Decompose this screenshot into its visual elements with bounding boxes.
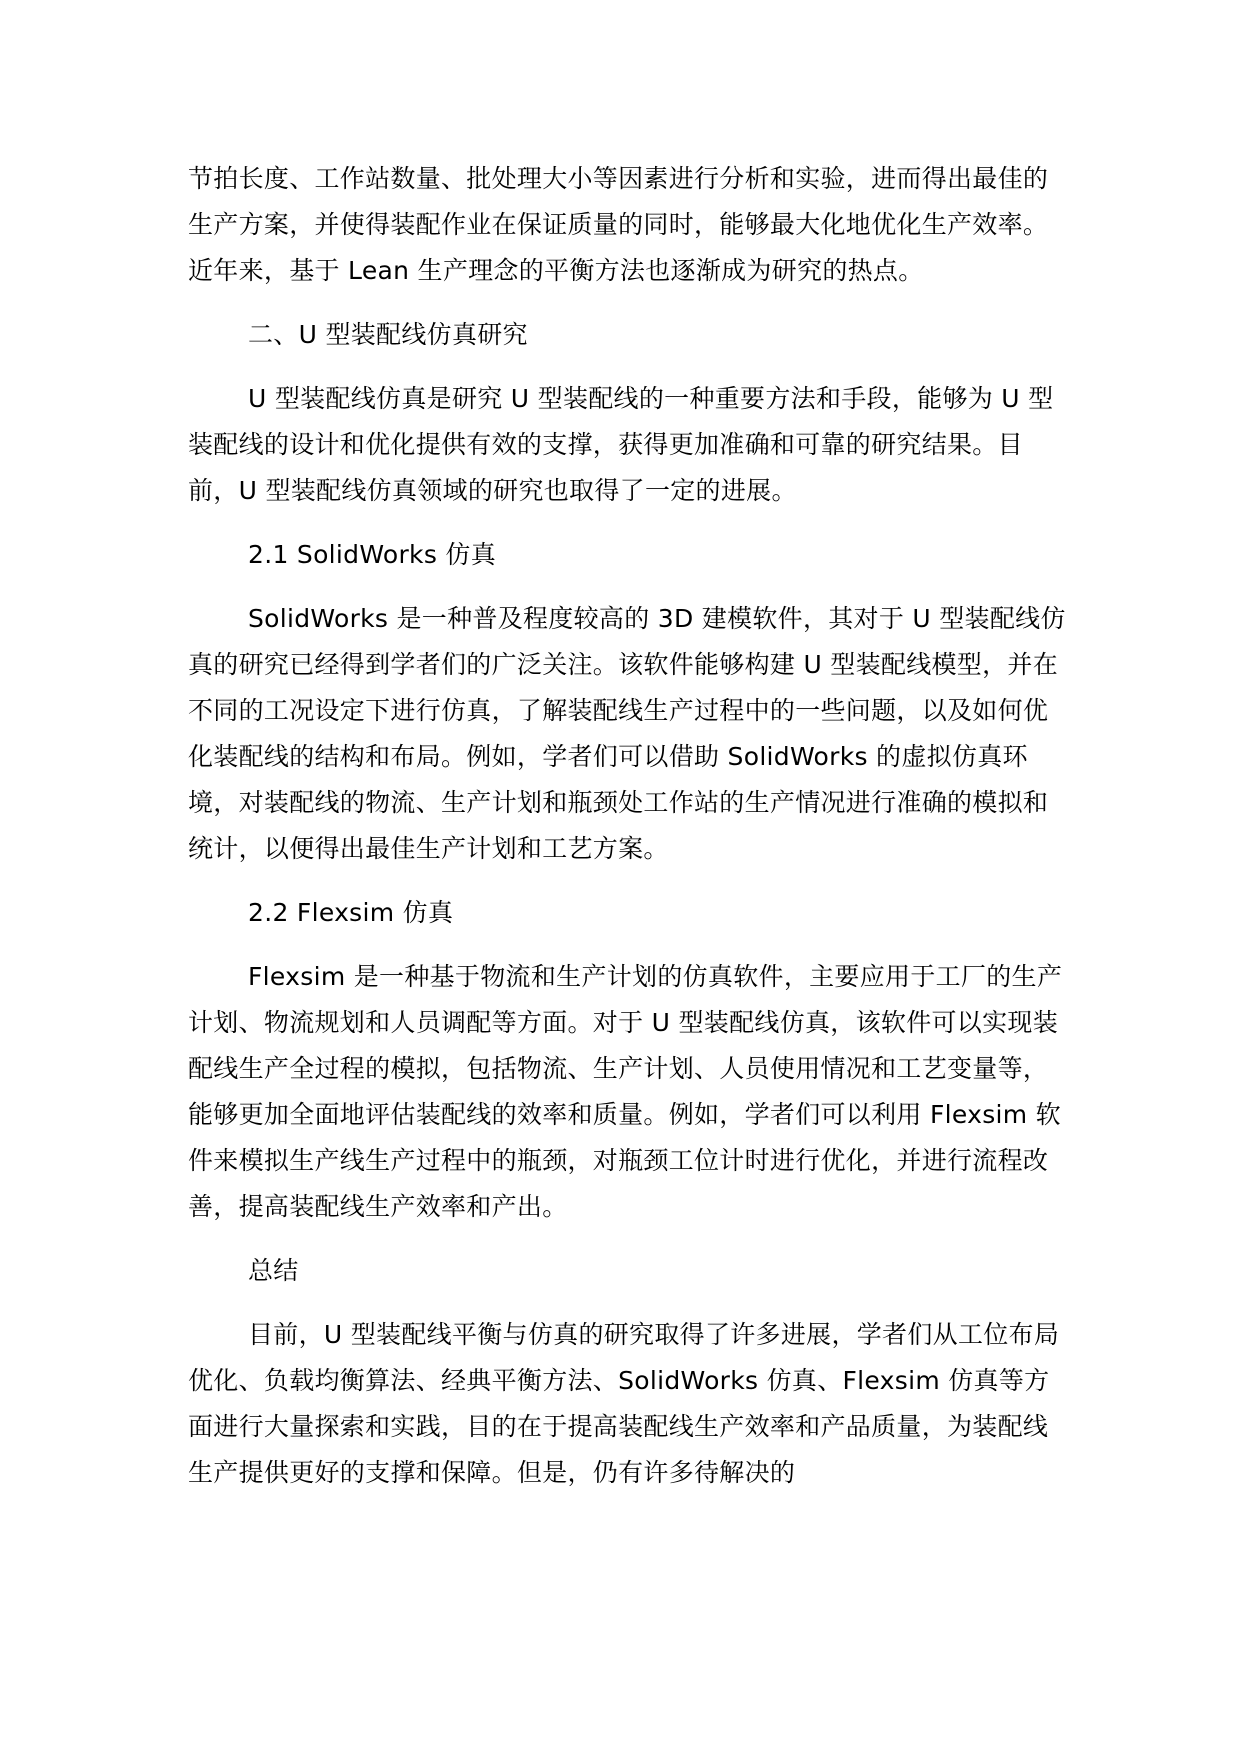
subsection-heading-solidworks: 2.1 SolidWorks 仿真 — [248, 540, 497, 569]
document-body — [188, 156, 1068, 1514]
subsection-heading-flexsim: 2.2 Flexsim 仿真 — [248, 898, 454, 927]
section-heading-u-line-simulation: 二、U 型装配线仿真研究 — [248, 320, 528, 349]
section-heading-summary: 总结 — [248, 1256, 299, 1285]
paragraph-simulation-intro: U 型装配线仿真是研究 U 型装配线的一种重要方法和手段，能够为 U 型装配线的设计和优化提供有效的支撑，获得更加准确和可靠的研究结果。目前，U 型装配线仿真领域的研究也取得了一定的进展。 — [188, 384, 1054, 505]
paragraph-solidworks: SolidWorks 是一种普及程度较高的 3D 建模软件，其对于 U 型装配线仿真的研究已经得到学者们的广泛关注。该软件能够构建 U 型装配线模型，并在不同的工况设定下进行仿真，了解装配线生产过程中的一些问题，以及如何优化装配线的结构和布局。例如，学者们可以借助 SolidWorks 的虚拟仿真环境，对装配线的物流、生产计划和瓶颈处工作站的生产情况进行准确的模拟和统计，以便得出最佳生产计划和工艺方案。 — [188, 604, 1066, 863]
paragraph-summary: 目前，U 型装配线平衡与仿真的研究取得了许多进展，学者们从工位布局优化、负载均衡算法、经典平衡方法、SolidWorks 仿真、Flexsim 仿真等方面进行大量探索和实践，目的在于提高装配线生产效率和产品质量，为装配线生产提供更好的支撑和保障。但是，仍有许多待解决的 — [188, 1320, 1060, 1487]
paragraph-flexsim: Flexsim 是一种基于物流和生产计划的仿真软件，主要应用于工厂的生产计划、物流规划和人员调配等方面。对于 U 型装配线仿真，该软件可以实现装配线生产全过程的模拟，包括物流、生产计划、人员使用情况和工艺变量等，能够更加全面地评估装配线的效率和质量。例如，学者们可以利用 Flexsim 软件来模拟生产线生产过程中的瓶颈，对瓶颈工位计时进行优化，并进行流程改善，提高装配线生产效率和产出。 — [188, 962, 1063, 1221]
paragraph-lean-balancing: 节拍长度、工作站数量、批处理大小等因素进行分析和实验，进而得出最佳的生产方案，并使得装配作业在保证质量的同时，能够最大化地优化生产效率。近年来，基于 Lean 生产理念的平衡方法也逐渐成为研究的热点。 — [188, 164, 1049, 285]
